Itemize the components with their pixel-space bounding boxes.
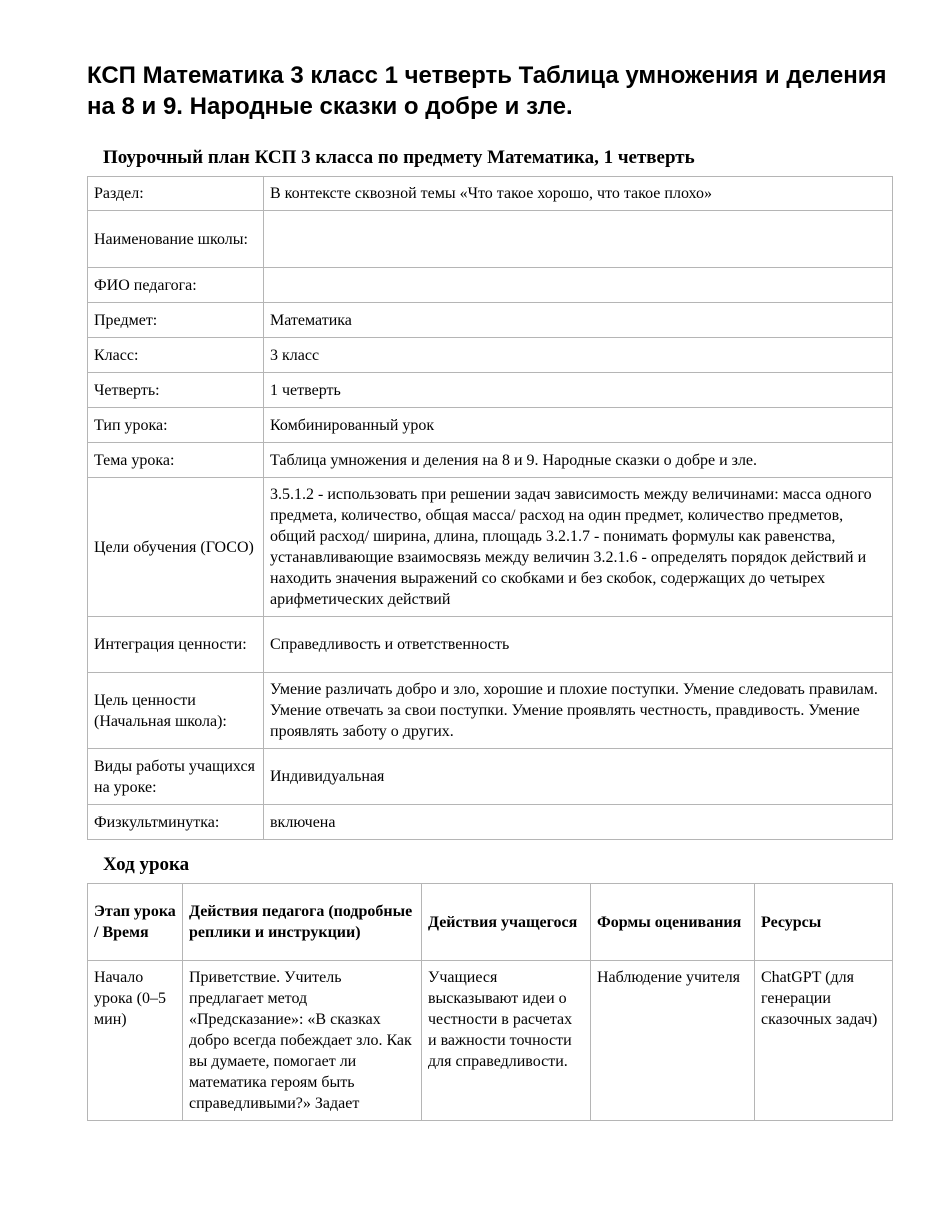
info-value bbox=[264, 211, 893, 268]
info-value: Комбинированный урок bbox=[264, 408, 893, 443]
header-resources: Ресурсы bbox=[755, 884, 893, 961]
info-value: включена bbox=[264, 805, 893, 840]
cell-assessment: Наблюдение учителя bbox=[591, 961, 755, 1121]
info-row bbox=[88, 617, 893, 673]
info-value: 3.5.1.2 - использовать при решении задач зависимость между величинами: масса одного предмета, количество, общая масса/ расход на один предмет, количество предметов, общий расход/ ширина, длина, площадь 3.2.1.7 - понимать формулы как равенства, устанавливающие взаимосвязь между величин 3.2.1.6 - определять порядок действий и находить значения выражений со скобками и без скобок, содержащих до четырех арифметических действий bbox=[264, 478, 893, 617]
info-label: Цели обучения (ГОСО) bbox=[88, 478, 264, 617]
info-row bbox=[88, 673, 893, 749]
header-student-actions: Действия учащегося bbox=[422, 884, 591, 961]
info-row bbox=[88, 749, 893, 805]
document-title: КСП Математика 3 класс 1 четверть Таблица умножения и деления на 8 и 9. Народные сказки о добре и зле. bbox=[87, 62, 887, 120]
cell-teacher-actions: Приветствие. Учитель предлагает метод «Предсказание»: «В сказках добро всегда побеждает зло. Как вы думаете, помогает ли математика героям быть справедливыми?» Задает bbox=[183, 961, 422, 1121]
info-row bbox=[88, 373, 893, 408]
info-value: Индивидуальная bbox=[264, 749, 893, 805]
info-label: Тема урока: bbox=[88, 443, 264, 478]
info-label: Интеграция ценности: bbox=[88, 617, 264, 673]
lesson-heading: Ход урока bbox=[103, 854, 190, 875]
lesson-header-row bbox=[88, 884, 893, 961]
info-label: Цель ценности (Начальная школа): bbox=[88, 673, 264, 749]
info-table bbox=[87, 176, 893, 840]
info-row bbox=[88, 805, 893, 840]
info-row bbox=[88, 211, 893, 268]
info-value bbox=[264, 268, 893, 303]
info-value: 3 класс bbox=[264, 338, 893, 373]
plan-heading: Поурочный план КСП 3 класса по предмету Математика, 1 четверть bbox=[103, 147, 695, 168]
info-row bbox=[88, 303, 893, 338]
cell-student-actions: Учащиеся высказывают идеи о честности в расчетах и важности точности для справедливости. bbox=[422, 961, 591, 1121]
info-row bbox=[88, 268, 893, 303]
info-value: Таблица умножения и деления на 8 и 9. Народные сказки о добре и зле. bbox=[264, 443, 893, 478]
info-row bbox=[88, 478, 893, 617]
header-teacher-actions: Действия педагога (подробные реплики и инструкции) bbox=[183, 884, 422, 961]
info-label: Наименование школы: bbox=[88, 211, 264, 268]
info-label: Предмет: bbox=[88, 303, 264, 338]
info-value: Математика bbox=[264, 303, 893, 338]
info-value: 1 четверть bbox=[264, 373, 893, 408]
lesson-table bbox=[87, 883, 893, 1121]
info-row bbox=[88, 338, 893, 373]
document-page bbox=[87, 60, 893, 1121]
info-value: Справедливость и ответственность bbox=[264, 617, 893, 673]
info-value: Умение различать добро и зло, хорошие и плохие поступки. Умение следовать правилам. Умение отвечать за свои поступки. Умение проявлять честность, правдивость. Умение проявлять заботу о других. bbox=[264, 673, 893, 749]
info-value: В контексте сквозной темы «Что такое хорошо, что такое плохо» bbox=[264, 177, 893, 211]
info-label: Раздел: bbox=[88, 177, 264, 211]
cell-resources: ChatGPT (для генерации сказочных задач) bbox=[755, 961, 893, 1121]
table-row bbox=[88, 961, 893, 1121]
cell-stage: Начало урока (0–5 мин) bbox=[88, 961, 183, 1121]
info-label: Четверть: bbox=[88, 373, 264, 408]
info-label: Класс: bbox=[88, 338, 264, 373]
info-row bbox=[88, 408, 893, 443]
info-label: ФИО педагога: bbox=[88, 268, 264, 303]
header-stage: Этап урока / Время bbox=[88, 884, 183, 961]
info-label: Виды работы учащихся на уроке: bbox=[88, 749, 264, 805]
info-row bbox=[88, 177, 893, 211]
header-assessment: Формы оценивания bbox=[591, 884, 755, 961]
info-row bbox=[88, 443, 893, 478]
info-label: Тип урока: bbox=[88, 408, 264, 443]
info-label: Физкультминутка: bbox=[88, 805, 264, 840]
